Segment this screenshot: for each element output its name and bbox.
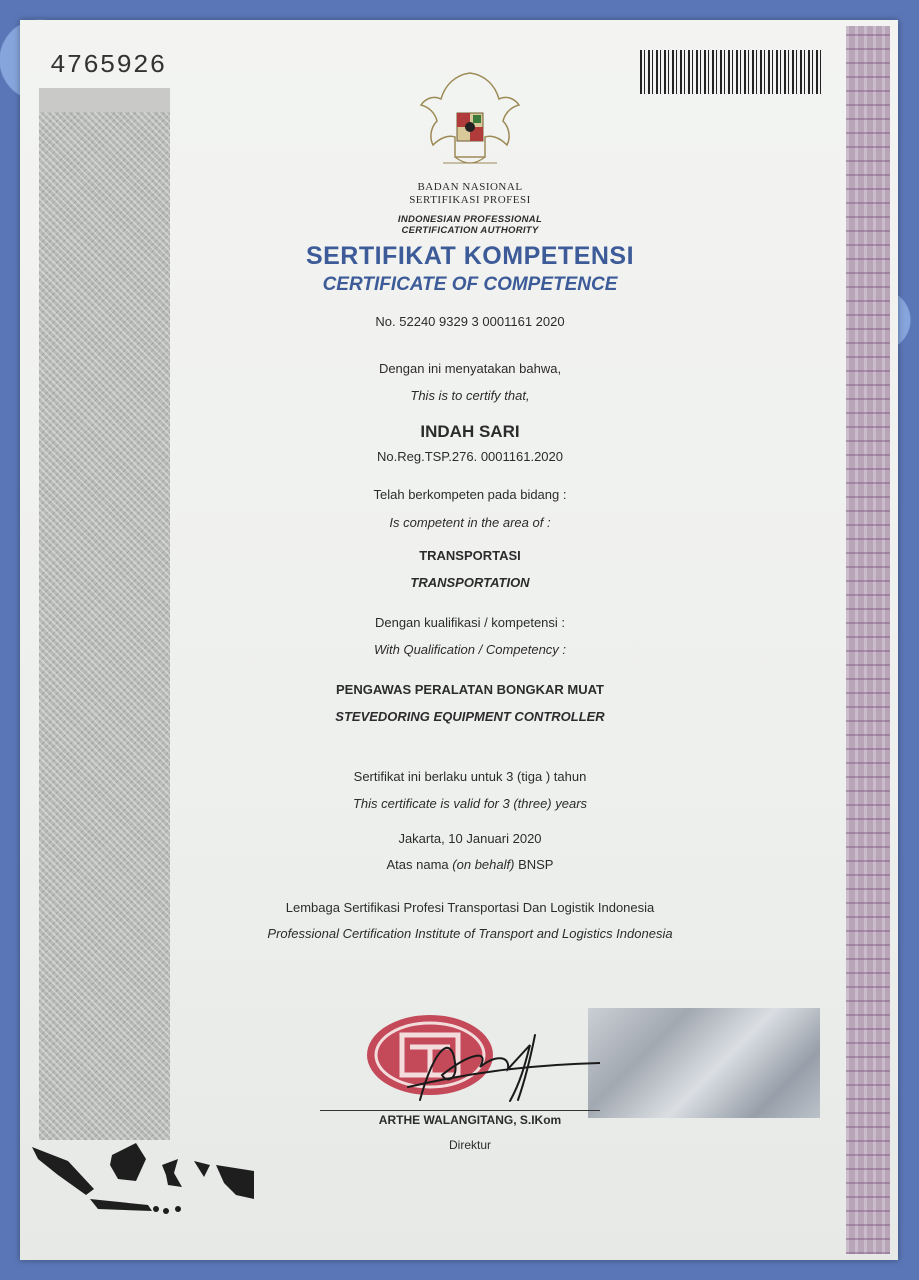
place-date: Jakarta, 10 Januari 2020 <box>398 831 542 846</box>
on-behalf-prefix: Atas nama <box>386 857 449 872</box>
field-intro-id: Telah berkompeten pada bidang : <box>373 487 567 502</box>
validity-en: This certificate is valid for 3 (three) years <box>352 796 588 811</box>
barcode-icon <box>640 50 822 94</box>
intro-id: Dengan ini menyatakan bahwa, <box>378 361 562 376</box>
signer-name: ARTHE WALANGITANG, S.IKom <box>378 1113 562 1127</box>
authority-name-id <box>270 181 670 207</box>
registration-number: No.Reg.TSP.276. 0001161.2020 <box>377 449 563 464</box>
authority-en-line1: INDONESIAN PROFESSIONAL <box>397 214 543 225</box>
field-intro-en: Is competent in the area of : <box>389 515 551 530</box>
title-id: SERTIFIKAT KOMPETENSI <box>305 242 635 270</box>
institute-en: Professional Certification Institute of Transport and Logistics Indonesia <box>267 926 673 941</box>
qual-intro-id: Dengan kualifikasi / kompetensi : <box>374 615 566 630</box>
field-en: TRANSPORTATION <box>410 575 530 590</box>
signer-role: Direktur <box>448 1138 491 1152</box>
right-security-band <box>846 26 890 1254</box>
intro-en: This is to certify that, <box>410 388 530 403</box>
hologram-seal <box>588 1008 820 1118</box>
stamp-and-signature <box>360 1005 600 1125</box>
field-id: TRANSPORTASI <box>419 548 521 563</box>
on-behalf-italic: (on behalf) <box>452 857 515 872</box>
authority-name-en <box>270 214 670 236</box>
authority-en-line2: CERTIFICATION AUTHORITY <box>401 225 539 236</box>
qual-intro-en: With Qualification / Competency : <box>373 642 567 657</box>
serial-number: 4765926 <box>50 50 167 80</box>
on-behalf-suffix: BNSP <box>518 857 554 872</box>
on-behalf <box>270 857 670 872</box>
authority-id-line2: SERTIFIKASI PROFESI <box>409 194 531 206</box>
certificate-paper <box>20 20 898 1260</box>
certificate-number: No. 52240 9329 3 0001161 2020 <box>375 314 565 329</box>
garuda-emblem-icon <box>415 65 525 173</box>
signature-line <box>320 1110 600 1111</box>
title-en: CERTIFICATE OF COMPETENCE <box>322 274 618 295</box>
qualification-id: PENGAWAS PERALATAN BONGKAR MUAT <box>336 682 604 697</box>
indonesia-map-icon <box>28 1125 258 1220</box>
institute-id: Lembaga Sertifikasi Profesi Transportasi Dan Logistik Indonesia <box>285 900 655 915</box>
holder-name: INDAH SARI <box>420 422 520 441</box>
authority-id-line1: BADAN NASIONAL <box>417 181 523 193</box>
validity-id: Sertifikat ini berlaku untuk 3 (tiga ) tahun <box>353 769 587 784</box>
left-security-band <box>39 88 170 1140</box>
qualification-en: STEVEDORING EQUIPMENT CONTROLLER <box>335 709 605 724</box>
